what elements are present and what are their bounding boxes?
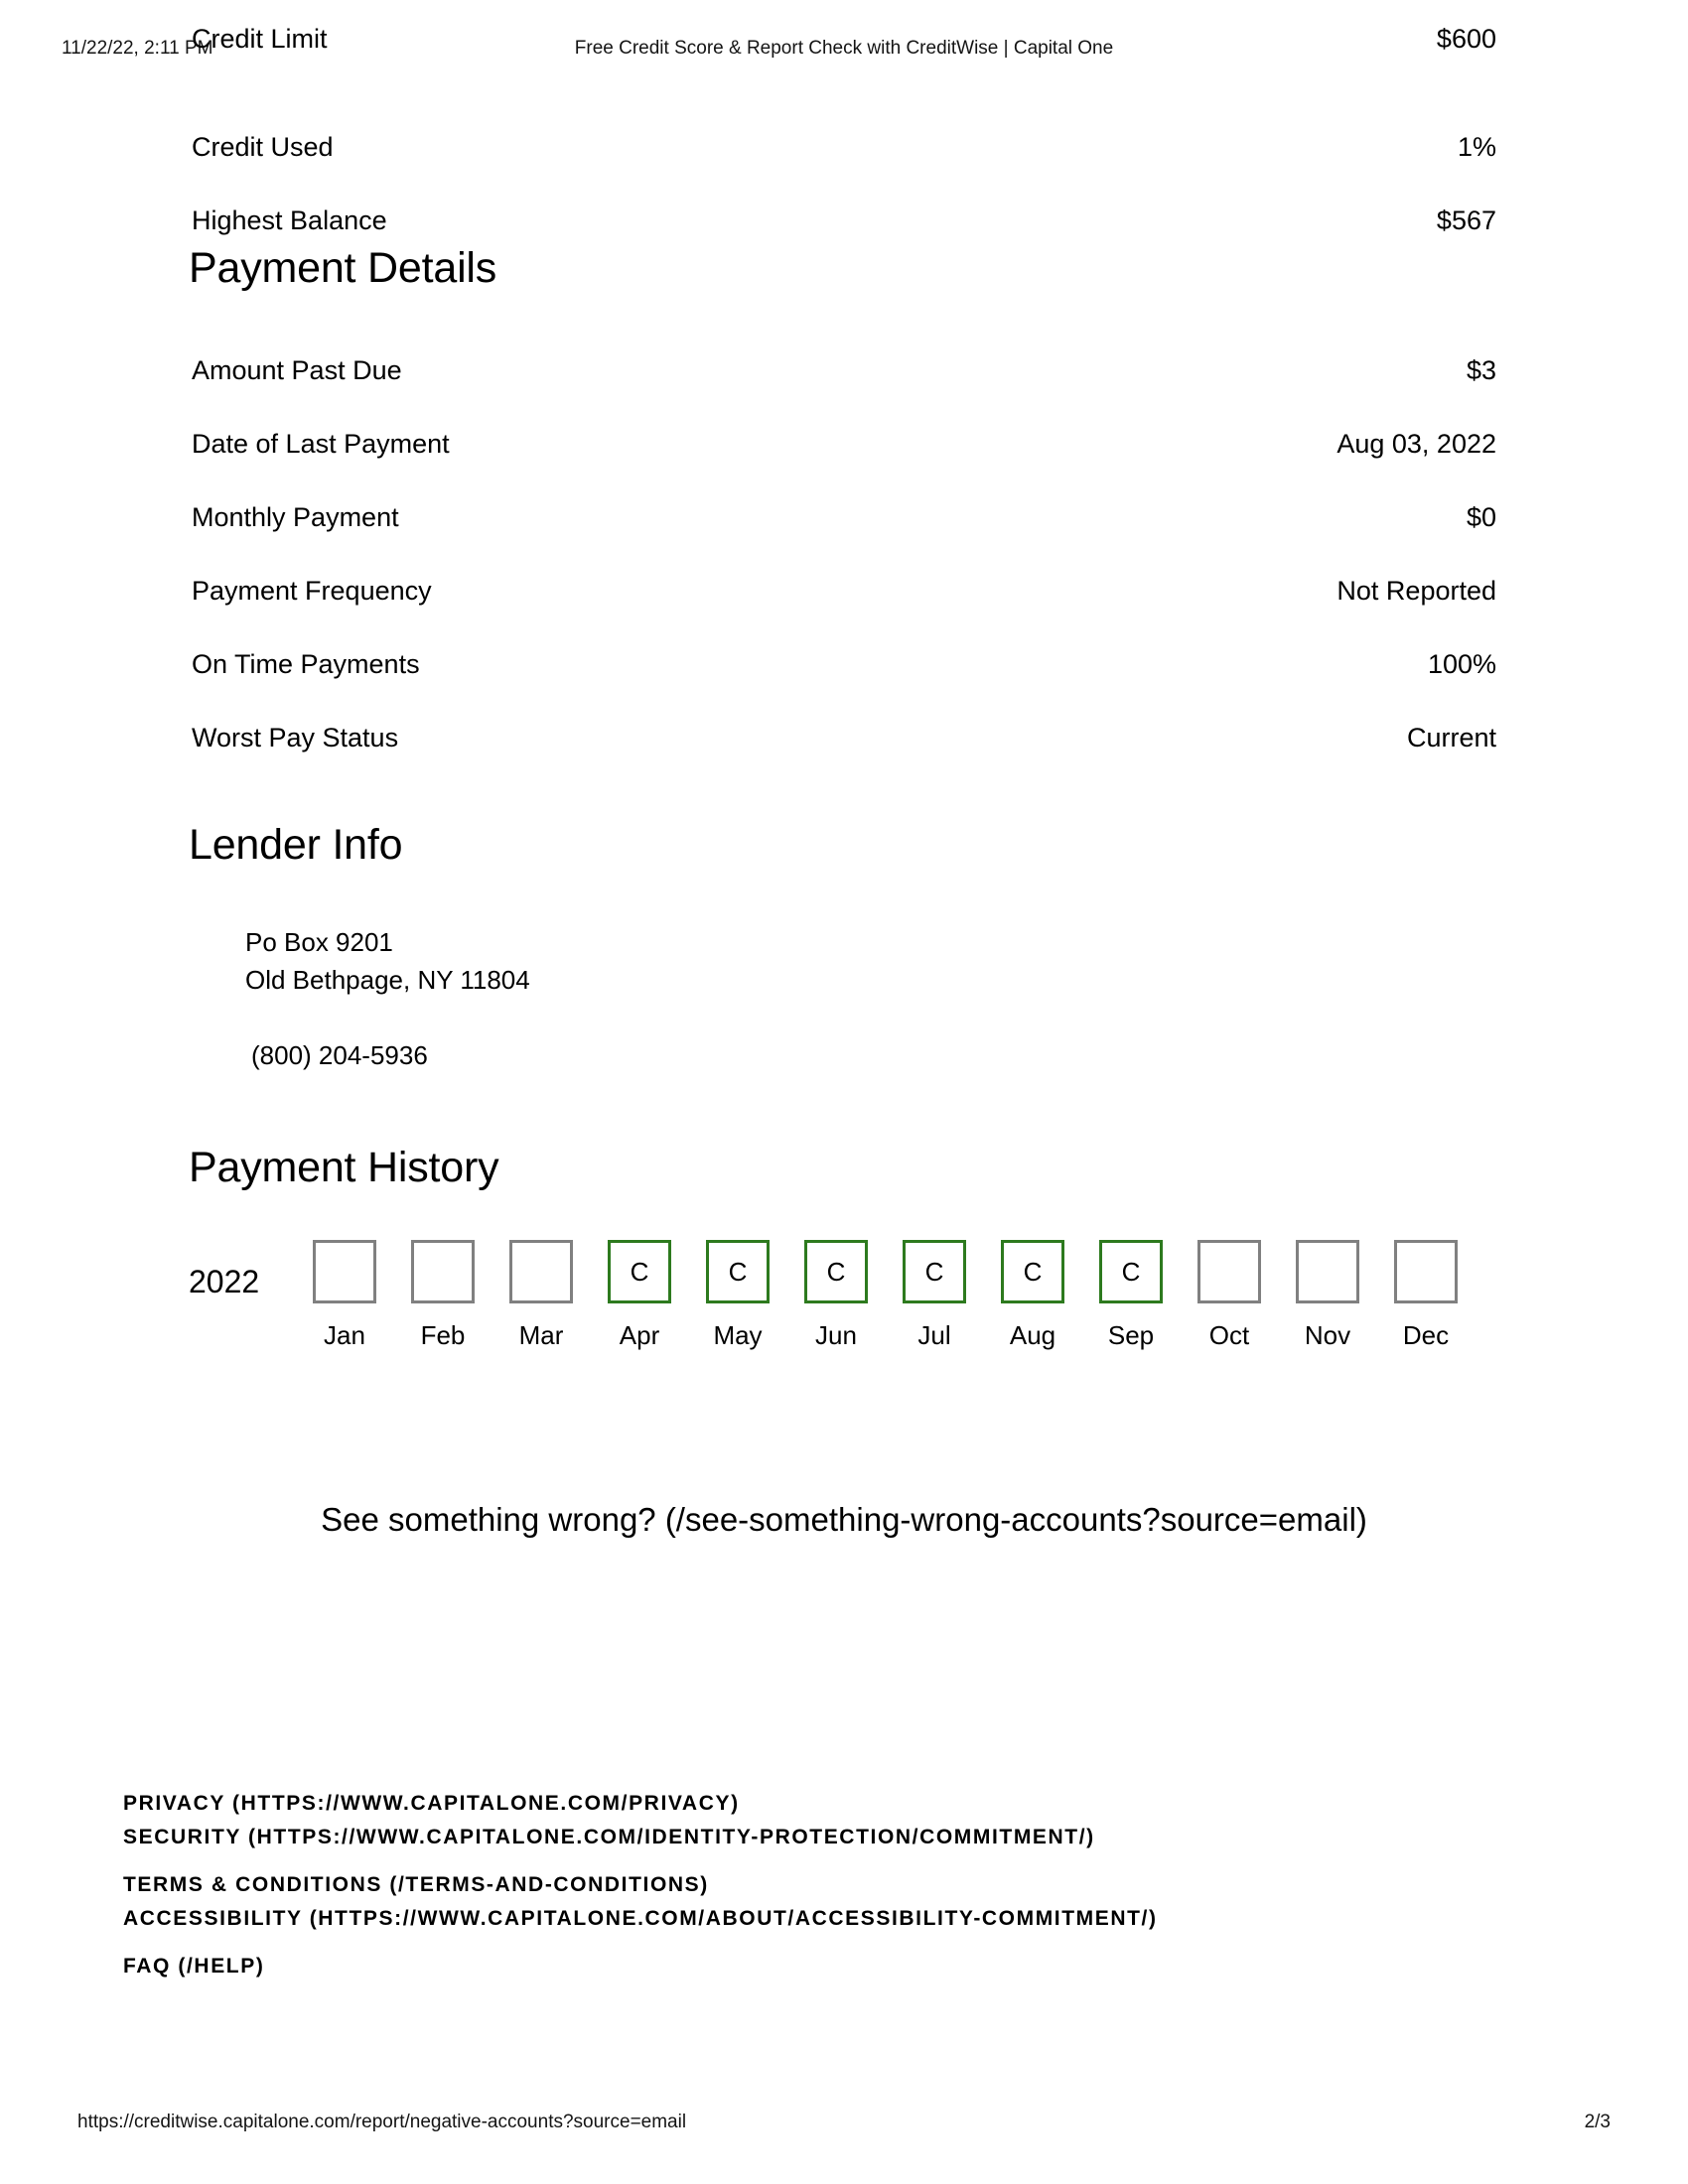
month-status-box[interactable]	[313, 1240, 376, 1303]
footer-link-terms-and-conditions[interactable]: TERMS & CONDITIONS (/TERMS-AND-CONDITIONS)	[123, 1873, 709, 1896]
print-header-title: Free Credit Score & Report Check with CreditWise | Capital One	[574, 38, 1114, 59]
month-status-box[interactable]	[1197, 1240, 1261, 1303]
footer-link-security[interactable]: SECURITY (HTTPS://WWW.CAPITALONE.COM/IDENTITY-PROTECTION/COMMITMENT/)	[123, 1826, 1095, 1848]
month-status-box[interactable]	[1394, 1240, 1458, 1303]
month-label: Dec	[1402, 1320, 1450, 1350]
month-label: Oct	[1208, 1320, 1250, 1350]
month-status-box[interactable]	[1296, 1240, 1359, 1303]
print-footer	[0, 2112, 1688, 2141]
detail-label: On Time Payments	[192, 649, 420, 679]
month-cell-jan[interactable]	[313, 1240, 376, 1350]
month-cell-nov[interactable]	[1296, 1240, 1359, 1350]
month-status-box[interactable]: C	[1099, 1240, 1163, 1303]
clipped-credit-limit-row	[0, 24, 1688, 77]
month-cell-dec[interactable]	[1394, 1240, 1458, 1350]
detail-value: 100%	[1427, 649, 1496, 679]
detail-label: Highest Balance	[192, 205, 387, 235]
detail-row-worst-pay-status	[192, 722, 1496, 753]
month-label: Sep	[1107, 1320, 1155, 1350]
month-cell-aug[interactable]	[1001, 1240, 1064, 1350]
month-label: Mar	[518, 1320, 564, 1350]
month-status-box[interactable]: C	[903, 1240, 966, 1303]
clipped-row-label: Credit Limit	[192, 24, 328, 54]
detail-row-credit-used	[192, 131, 1496, 163]
detail-label: Date of Last Payment	[192, 429, 450, 459]
lender-address-line-2: Old Bethpage, NY 11804	[245, 965, 530, 995]
month-label: Jun	[815, 1320, 857, 1350]
month-status-box[interactable]: C	[804, 1240, 868, 1303]
payment-history-months	[313, 1240, 1458, 1350]
detail-row-monthly-payment	[192, 501, 1496, 533]
print-footer-url: https://creditwise.capitalone.com/report/negative-accounts?source=email	[77, 2112, 687, 2132]
detail-label: Credit Used	[192, 132, 334, 162]
detail-value: 1%	[1457, 132, 1496, 162]
month-cell-oct[interactable]	[1197, 1240, 1261, 1350]
lender-address-line-1: Po Box 9201	[245, 927, 393, 957]
detail-value: $567	[1436, 205, 1496, 235]
detail-value: $0	[1466, 502, 1496, 532]
footer-links	[123, 1787, 1414, 1983]
detail-row-date-of-last-payment	[192, 428, 1496, 460]
month-cell-apr[interactable]	[608, 1240, 671, 1350]
detail-value: Current	[1406, 723, 1496, 752]
lender-phone: (800) 204-5936	[251, 1040, 428, 1070]
payment-history-year: 2022	[189, 1264, 260, 1299]
payment-details-heading: Payment Details	[189, 244, 497, 292]
clipped-row-value: $600	[1436, 24, 1496, 54]
month-cell-jul[interactable]	[903, 1240, 966, 1350]
detail-value: Not Reported	[1336, 576, 1496, 606]
detail-label: Worst Pay Status	[192, 723, 399, 752]
month-label: Jan	[324, 1320, 365, 1350]
footer-link-privacy[interactable]: PRIVACY (HTTPS://WWW.CAPITALONE.COM/PRIVACY)	[123, 1792, 740, 1815]
payment-history-grid	[189, 1240, 1509, 1379]
detail-row-payment-frequency	[192, 575, 1496, 607]
print-header-date: 11/22/22, 2:11 PM	[62, 38, 213, 59]
detail-row-highest-balance	[192, 205, 1496, 236]
lender-address	[245, 923, 530, 999]
month-status-box[interactable]: C	[608, 1240, 671, 1303]
month-status-box[interactable]	[509, 1240, 573, 1303]
lender-info-heading: Lender Info	[189, 821, 403, 869]
detail-value: $3	[1466, 355, 1496, 385]
month-cell-may[interactable]	[706, 1240, 770, 1350]
detail-label: Amount Past Due	[192, 355, 402, 385]
detail-row-amount-past-due	[192, 354, 1496, 386]
payment-history-heading: Payment History	[189, 1144, 499, 1191]
month-cell-jun[interactable]	[804, 1240, 868, 1350]
month-cell-feb[interactable]	[411, 1240, 475, 1350]
month-label: May	[713, 1320, 763, 1350]
month-label: Nov	[1304, 1320, 1351, 1350]
detail-label: Payment Frequency	[192, 576, 432, 606]
print-footer-page-number: 2/3	[1584, 2112, 1611, 2132]
month-cell-mar[interactable]	[509, 1240, 573, 1350]
month-status-box[interactable]: C	[1001, 1240, 1064, 1303]
detail-value: Aug 03, 2022	[1336, 429, 1496, 459]
month-label: Jul	[917, 1320, 951, 1350]
see-something-wrong-link[interactable]: See something wrong? (/see-something-wrong-accounts?source=email)	[321, 1501, 1367, 1538]
month-status-box[interactable]	[411, 1240, 475, 1303]
month-label: Feb	[420, 1320, 466, 1350]
detail-row-on-time-payments	[192, 648, 1496, 680]
footer-link-accessibility[interactable]: ACCESSIBILITY (HTTPS://WWW.CAPITALONE.COM/ABOUT/ACCESSIBILITY-COMMITMENT/)	[123, 1907, 1158, 1930]
month-status-box[interactable]: C	[706, 1240, 770, 1303]
detail-label: Monthly Payment	[192, 502, 399, 532]
month-cell-sep[interactable]	[1099, 1240, 1163, 1350]
month-label: Aug	[1009, 1320, 1056, 1350]
footer-link-faq[interactable]: FAQ (/HELP)	[123, 1955, 265, 1978]
month-label: Apr	[619, 1320, 660, 1350]
